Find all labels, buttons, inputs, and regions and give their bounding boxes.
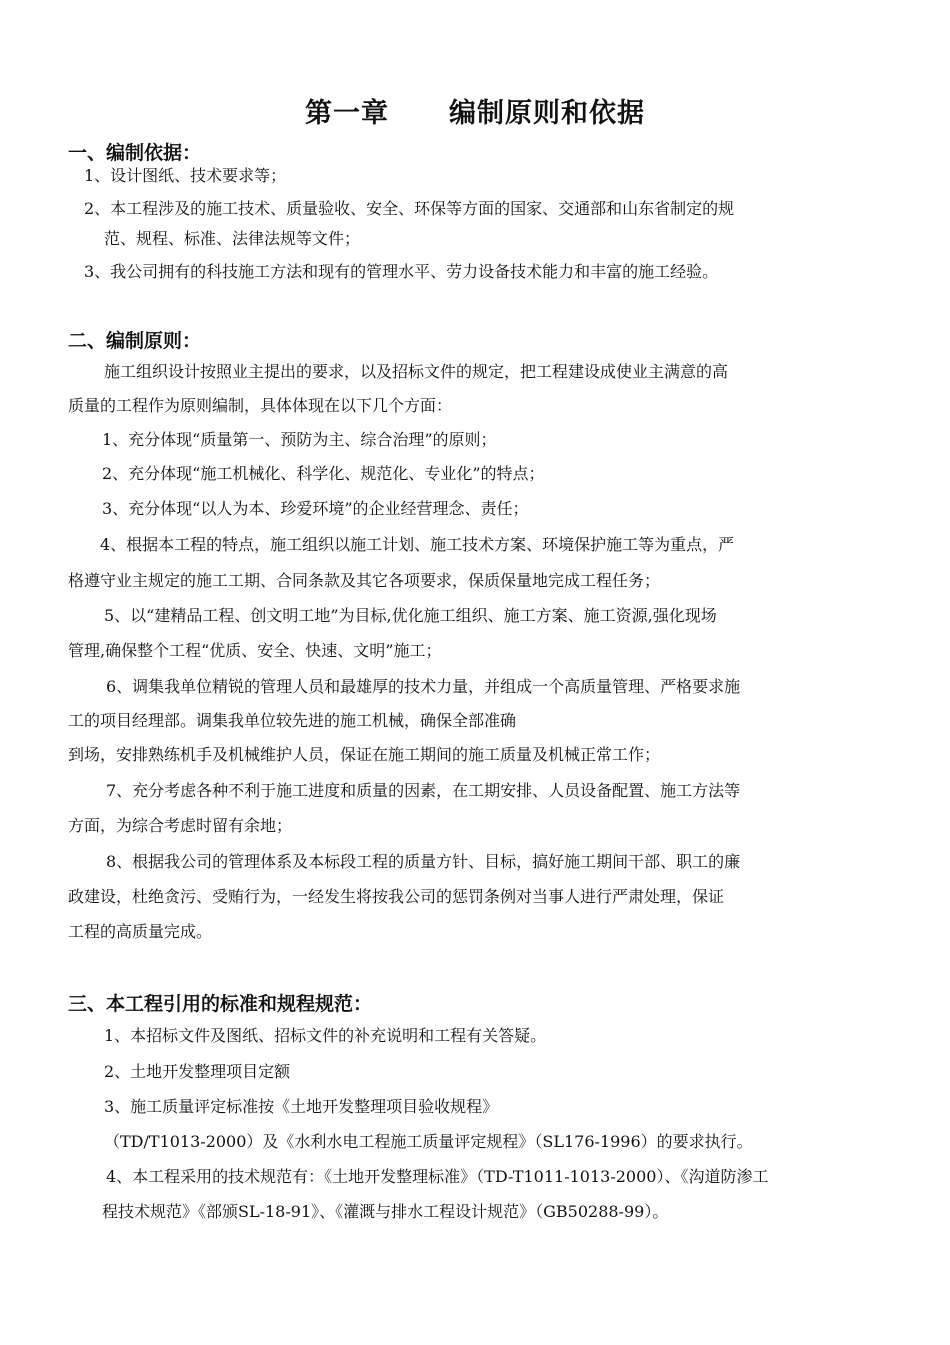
principles-intro-1: 施工组织设计按照业主提出的要求，以及招标文件的规定，把工程建设成使业主满意的高 bbox=[104, 362, 729, 381]
principle-item-2: 2、充分体现“施工机械化、科学化、规范化、专业化”的特点； bbox=[102, 464, 545, 483]
basis-item-3: 3、我公司拥有的科技施工方法和现有的管理水平、劳力设备技术能力和丰富的施工经验。 bbox=[84, 262, 719, 281]
principle-item-6-cont-2: 到场，安排熟练机手及机械维护人员，保证在施工期间的施工质量及机械正常工作； bbox=[68, 745, 661, 764]
basis-item-1: 1、设计图纸、技术要求等； bbox=[84, 166, 287, 185]
principle-item-4: 4、根据本工程的特点，施工组织以施工计划、施工技术方案、环境保护施工等为重点，严 bbox=[100, 535, 735, 554]
principle-item-7-cont: 方面，为综合考虑时留有余地； bbox=[68, 816, 293, 835]
principles-intro-2: 质量的工程作为原则编制，具体体现在以下几个方面： bbox=[68, 396, 453, 415]
standard-item-1: 1、本招标文件及图纸、招标文件的补充说明和工程有关答疑。 bbox=[104, 1026, 547, 1045]
standard-item-4: 4、本工程采用的技术规范有：《土地开发整理标准》（TD-T1011-1013-2000）、《沟道防渗工 bbox=[106, 1167, 769, 1186]
chapter-number: 第一章 bbox=[305, 98, 389, 129]
standard-item-4-cont: 程技术规范》《部颁SL-18-91》、《灌溉与排水工程设计规范》（GB50288-99）。 bbox=[102, 1202, 669, 1221]
chapter-name: 编制原则和依据 bbox=[449, 98, 645, 129]
principle-item-6: 6、调集我单位精锐的管理人员和最雄厚的技术力量，并组成一个高质量管理、严格要求施 bbox=[106, 677, 741, 696]
section-heading-standards: 三、本工程引用的标准和规程规范： bbox=[68, 993, 373, 1015]
principle-item-8-cont: 政建设，杜绝贪污、受贿行为，一经发生将按我公司的惩罚条例对当事人进行严肃处理，保证 bbox=[68, 887, 725, 906]
principle-item-8: 8、根据我公司的管理体系及本标段工程的质量方针、目标，搞好施工期间干部、职工的廉 bbox=[106, 852, 741, 871]
standard-item-3: 3、施工质量评定标准按《土地开发整理项目验收规程》 bbox=[104, 1097, 499, 1116]
basis-item-2-cont: 范、规程、标准、法律法规等文件； bbox=[104, 229, 361, 248]
principle-item-5-cont: 管理,确保整个工程“优质、安全、快速、文明”施工； bbox=[68, 641, 442, 660]
section-heading-principles: 二、编制原则： bbox=[68, 330, 202, 352]
standard-item-2: 2、土地开发整理项目定额 bbox=[104, 1062, 291, 1081]
principle-item-5: 5、以“建精品工程、创文明工地”为目标,优化施工组织、施工方案、施工资源,强化现场 bbox=[104, 606, 717, 625]
principle-item-4-cont: 格遵守业主规定的施工工期、合同条款及其它各项要求，保质保量地完成工程任务； bbox=[68, 571, 661, 590]
standard-item-3-cont: （TD/T1013-2000）及《水利水电工程施工质量评定规程》（SL176-1996）的要求执行。 bbox=[104, 1132, 753, 1151]
chapter-title bbox=[0, 91, 950, 130]
basis-item-2: 2、本工程涉及的施工技术、质量验收、安全、环保等方面的国家、交通部和山东省制定的规 bbox=[84, 199, 735, 218]
principle-item-6-cont: 工的项目经理部。调集我单位较先进的施工机械，确保全部准确 bbox=[68, 711, 517, 730]
section-heading-basis: 一、编制依据： bbox=[68, 142, 202, 164]
principle-item-3: 3、充分体现“以人为本、珍爱环境”的企业经营理念、责任； bbox=[102, 499, 529, 518]
principle-item-7: 7、充分考虑各种不利于施工进度和质量的因素，在工期安排、人员设备配置、施工方法等 bbox=[106, 781, 741, 800]
principle-item-1: 1、充分体现“质量第一、预防为主、综合治理”的原则； bbox=[102, 430, 497, 449]
principle-item-8-cont-2: 工程的高质量完成。 bbox=[68, 922, 213, 941]
